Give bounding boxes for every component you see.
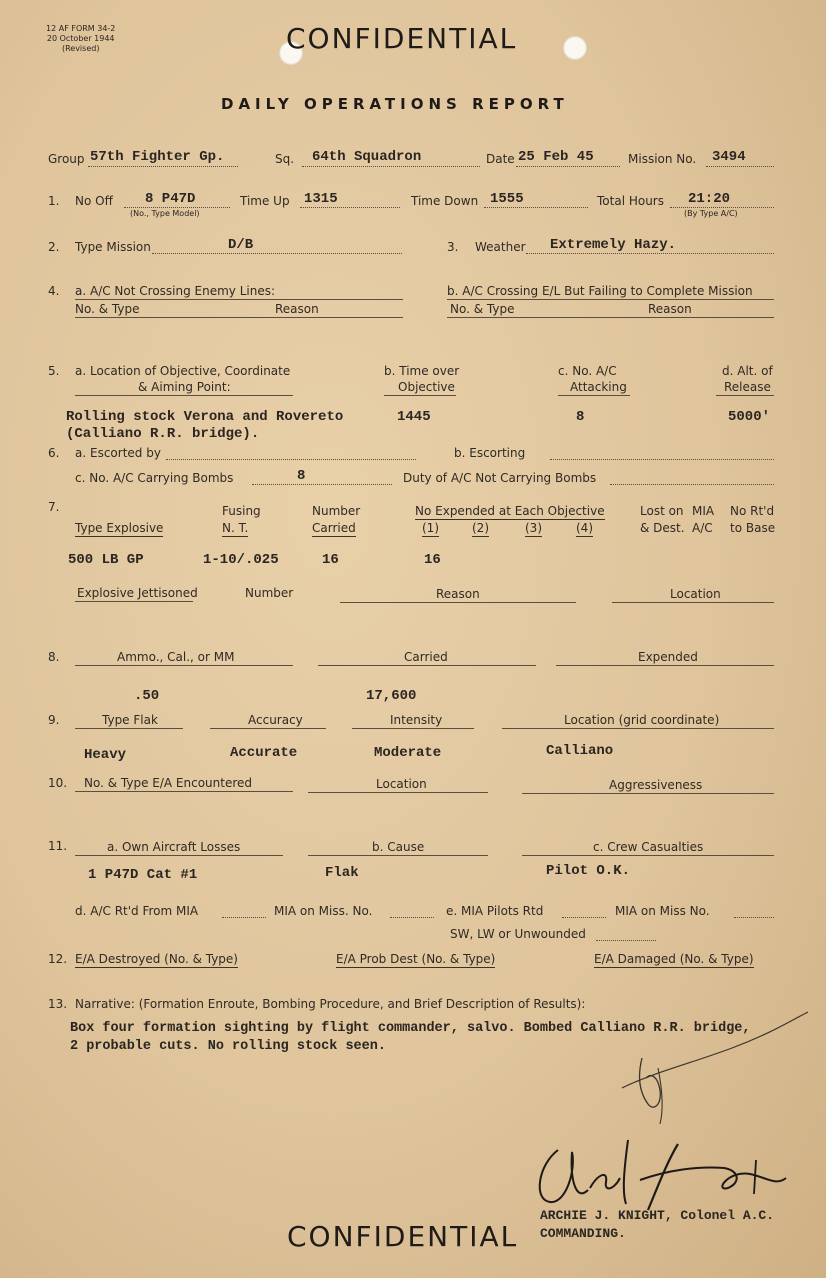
s4b-label: b. A/C Crossing E/L But Failing to Complete Mission [447,284,753,298]
objective-col-3: (3) [525,521,542,535]
mission-label: Mission No. [628,152,697,166]
total-value: 21:20 [688,191,731,207]
wound-status-label: SW, LW or Unwounded [450,927,586,941]
weather-value: Extremely Hazy. [550,237,677,253]
crew-casualties-label: c. Crew Casualties [593,840,704,854]
objective-line2: (Calliano R.R. bridge). [66,426,260,442]
escorted-label: a. Escorted by [75,446,161,460]
s10-number: 10. [48,776,68,790]
commander-signature [528,1130,798,1220]
ammo-caliber-value: .50 [134,688,160,704]
carried-value: 16 [322,552,339,568]
type-mission-label: Type Mission [75,240,151,254]
ea-damaged-label: E/A Damaged (No. & Type) [594,952,754,966]
flak-location-label: Location (grid coordinate) [564,713,720,727]
ea-probable-label: E/A Prob Dest (No. & Type) [336,952,496,966]
s13-number: 13. [48,997,68,1011]
cause-label: b. Cause [372,840,425,854]
lost-label-1: Lost on [640,504,684,518]
aircraft-attacking: 8 [576,409,585,425]
date-label: Date [486,152,515,166]
s4a-col2: Reason [275,302,319,316]
nooff-label: No Off [75,194,113,208]
lost-label-2: & Dest. [640,521,685,535]
mia-pilots-label: e. MIA Pilots Rtd [446,904,544,918]
pencil-mark [612,1008,812,1128]
total-label: Total Hours [597,194,664,208]
weather-label: Weather [475,240,526,254]
mia-label-2: A/C [692,521,713,535]
nooff-sub: (No., Type Model) [130,209,200,218]
fusing-value: 1-10/.025 [203,552,279,568]
rtd-from-mia-label: d. A/C Rt'd From MIA [75,904,199,918]
s5d-line2: Release [724,380,771,394]
s5a-line1: a. Location of Objective, Coordinate [75,364,291,378]
flak-intensity-value: Moderate [374,745,442,761]
jettisoned-label: Explosive Jettisoned [77,586,198,600]
timedown-value: 1555 [490,191,524,207]
form-number: 12 AF FORM 34-2 [46,24,116,33]
ammo-expended-label: Expended [638,650,698,664]
ammo-carried-label: Carried [404,650,448,664]
ammo-label: Ammo., Cal., or MM [117,650,235,664]
flak-type-value: Heavy [84,747,127,763]
s5b-line2: Objective [398,380,455,394]
s2-number: 2. [48,240,60,254]
s9-number: 9. [48,713,60,727]
total-sub: (By Type A/C) [684,209,738,218]
report-title: DAILY OPERATIONS REPORT [221,95,569,113]
duty-label: Duty of A/C Not Carrying Bombs [403,471,597,485]
squadron-value: 64th Squadron [312,149,422,165]
squadron-label: Sq. [275,152,295,166]
pilots-mia-miss-label: MIA on Miss No. [615,904,710,918]
expended-label: No Expended at Each Objective [415,504,605,518]
classification-bottom: CONFIDENTIAL [287,1220,519,1253]
punch-hole-right [563,36,587,60]
ea-aggressiveness-label: Aggressiveness [609,778,703,792]
commander-name: ARCHIE J. KNIGHT, Colonel A.C. [540,1208,775,1223]
release-altitude: 5000' [728,409,771,425]
flak-type-label: Type Flak [102,713,158,727]
nortd-label-1: No Rt'd [730,504,775,518]
carrying-bombs-value: 8 [297,468,306,484]
crew-casualties-value: Pilot O.K. [546,863,631,879]
group-label: Group [48,152,85,166]
s4b-col2: Reason [648,302,692,316]
timedown-label: Time Down [411,194,479,208]
narrative-line2: 2 probable cuts. No rolling stock seen. [70,1039,386,1054]
s5c-line1: c. No. A/C [558,364,617,378]
timeup-value: 1315 [304,191,338,207]
form-revised: (Revised) [61,44,100,53]
s4-number: 4. [48,284,60,298]
s5c-line2: Attacking [570,380,627,394]
flak-location-value: Calliano [546,743,614,759]
objective-col-2: (2) [472,521,489,535]
number-carried-label-1: Number [312,504,361,518]
s4b-col1: No. & Type [450,302,515,316]
form-id [46,24,115,54]
ea-encountered-label: No. & Type E/A Encountered [84,776,253,790]
s1-number: 1. [48,194,60,208]
s8-number: 8. [48,650,60,664]
expended-obj1-value: 16 [424,552,441,568]
ammo-carried-value: 17,600 [366,688,417,704]
escorting-label: b. Escorting [454,446,526,460]
mia-label-1: MIA [692,504,715,518]
ea-destroyed-label: E/A Destroyed (No. & Type) [75,952,238,966]
flak-intensity-label: Intensity [390,713,443,727]
s5-number: 5. [48,364,60,378]
own-losses-value: 1 P47D Cat #1 [88,867,198,883]
carrying-bombs-label: c. No. A/C Carrying Bombs [75,471,234,485]
s5d-line1: d. Alt. of [722,364,773,378]
classification-top: CONFIDENTIAL [286,22,518,55]
objective-col-4: (4) [576,521,593,535]
flak-accuracy-label: Accuracy [248,713,303,727]
number-carried-label-2: Carried [312,521,356,535]
s6-number: 6. [48,446,60,460]
date-value: 25 Feb 45 [518,149,594,165]
rtd-mia-miss-label: MIA on Miss. No. [274,904,373,918]
type-explosive-label: Type Explosive [75,521,164,535]
jettisoned-reason-label: Reason [436,587,480,601]
s4a-col1: No. & Type [75,302,140,316]
objective-col-1: (1) [422,521,439,535]
own-losses-label: a. Own Aircraft Losses [107,840,241,854]
nooff-value: 8 P47D [145,191,196,207]
explosive-type-value: 500 LB GP [68,552,144,568]
mission-value: 3494 [712,149,746,165]
timeup-label: Time Up [240,194,290,208]
fusing-label-1: Fusing [222,504,261,518]
s12-number: 12. [48,952,68,966]
s7-number: 7. [48,500,60,514]
nortd-label-2: to Base [730,521,776,535]
s5a-line2: & Aiming Point: [138,380,231,394]
fusing-label-2: N. T. [222,521,249,535]
narrative-label: Narrative: (Formation Enroute, Bombing Procedure, and Brief Description of Results): [75,997,586,1011]
form-date: 20 October 1944 [46,34,115,43]
group-value: 57th Fighter Gp. [90,149,225,165]
flak-accuracy-value: Accurate [230,745,298,761]
time-over-objective: 1445 [397,409,431,425]
type-mission-value: D/B [228,237,254,253]
s3-number: 3. [447,240,459,254]
jettisoned-location-label: Location [670,587,721,601]
s5b-line1: b. Time over [384,364,460,378]
narrative-line1: Box four formation sighting by flight commander, salvo. Bombed Calliano R.R. bridge, [70,1021,751,1036]
s4a-label: a. A/C Not Crossing Enemy Lines: [75,284,276,298]
ea-location-label: Location [376,777,427,791]
cause-value: Flak [325,865,359,881]
jettisoned-number-label: Number [245,586,294,600]
commander-role: COMMANDING. [540,1226,626,1241]
s11-number: 11. [48,839,68,853]
objective-line1: Rolling stock Verona and Rovereto [66,409,344,425]
